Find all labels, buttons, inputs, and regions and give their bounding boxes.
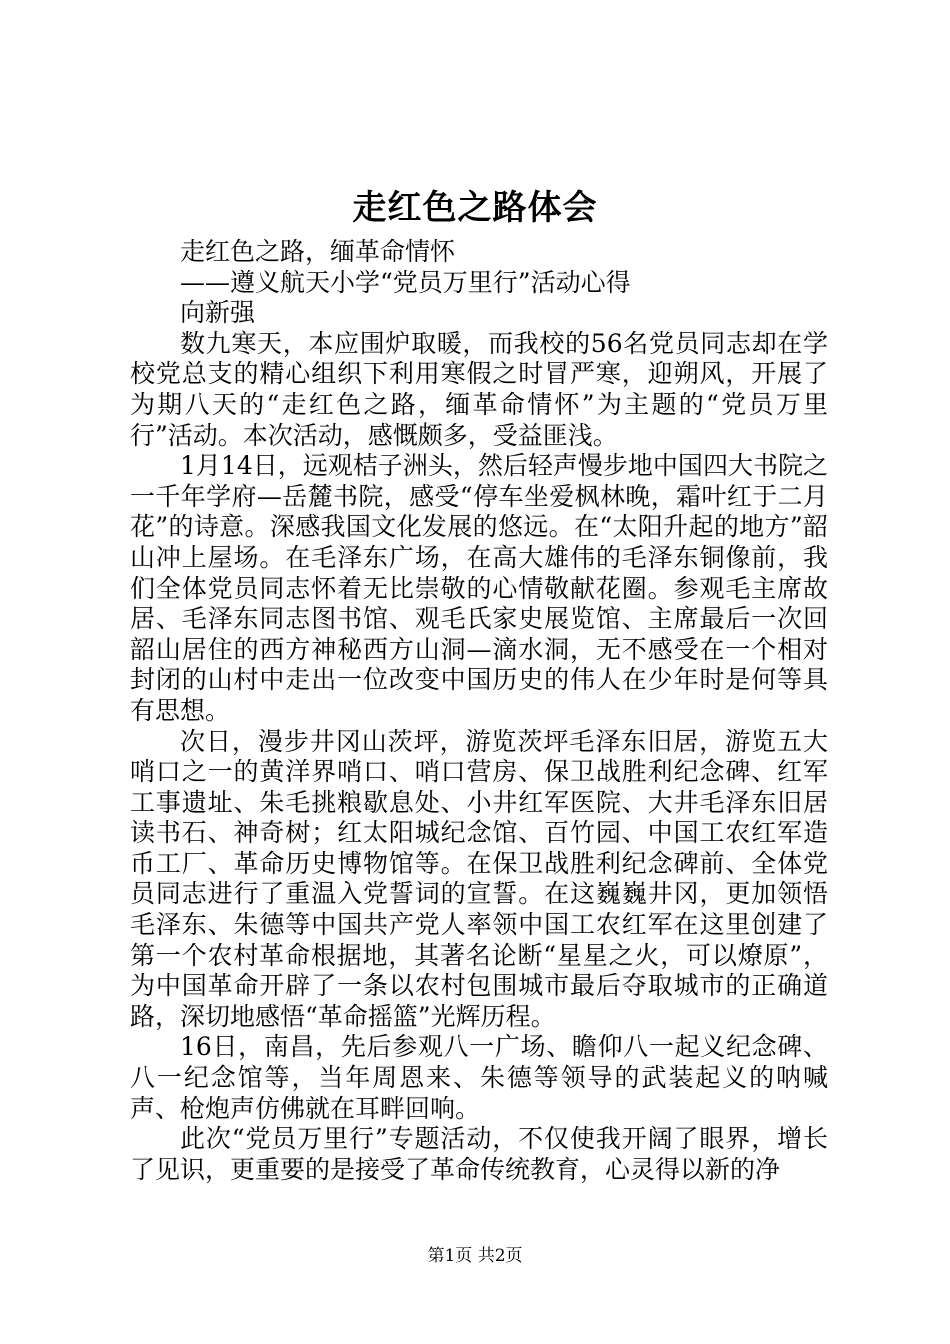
- page-footer: 第1页 共2页: [427, 1246, 523, 1266]
- paragraph: 16日，南昌，先后参观八一广场、瞻仰八一起义纪念碑、八一纪念馆等，当年周恩来、朱德等领导的武装起义的呐喊声、枪炮声仿佛就在耳畔回响。: [130, 1032, 828, 1123]
- document-title: 走红色之路体会: [352, 188, 598, 228]
- paragraph: 数九寒天，本应围炉取暖，而我校的56名党员同志却在学校党总支的精心组织下利用寒假之时冒严寒，迎朔风，开展了为期八天的“走红色之路，缅革命情怀”为主题的“党员万里行”活动。本次活动，感慨颇多，受益匪浅。: [130, 328, 828, 450]
- document-body: [130, 237, 828, 1185]
- paragraph: 1月14日，远观桔子洲头，然后轻声慢步地中国四大书院之一千年学府—岳麓书院，感受“停车坐爱枫林晚，霜叶红于二月花”的诗意。深感我国文化发展的悠远。在“太阳升起的地方”韶山冲上屋场。在毛泽东广场，在高大雄伟的毛泽东铜像前，我们全体党员同志怀着无比崇敬的心情敬献花圈。参观毛主席故居、毛泽东同志图书馆、观毛氏家史展览馆、主席最后一次回韶山居住的西方神秘西方山洞—滴水洞，无不感受在一个相对封闭的山村中走出一位改变中国历史的伟人在少年时是何等具有思想。: [130, 451, 828, 725]
- paragraph: 次日，漫步井冈山茨坪，游览茨坪毛泽东旧居，游览五大哨口之一的黄洋界哨口、哨口营房、保卫战胜利纪念碑、红军工事遗址、朱毛挑粮歇息处、小井红军医院、大井毛泽东旧居读书石、神奇树；红太阳城纪念馆、百竹园、中国工农红军造币工厂、革命历史博物馆等。在保卫战胜利纪念碑前、全体党员同志进行了重温入党誓词的宣誓。在这巍巍井冈，更加领悟毛泽东、朱德等中国共产党人率领中国工农红军在这里创建了第一个农村革命根据地，其著名论断“星星之火，可以燎原”，为中国革命开辟了一条以农村包围城市最后夺取城市的正确道路，深切地感悟“革命摇篮”光辉历程。: [130, 726, 828, 1031]
- subtitle-line: 走红色之路，缅革命情怀: [180, 237, 456, 266]
- subtitle-line: ——遵义航天小学“党员万里行”活动心得: [180, 267, 631, 297]
- paragraph: 此次“党员万里行”专题活动，不仅使我开阔了眼界，增长了见识，更重要的是接受了革命传统教育，心灵得以新的净: [130, 1124, 828, 1184]
- author-line: 向新强: [180, 298, 256, 328]
